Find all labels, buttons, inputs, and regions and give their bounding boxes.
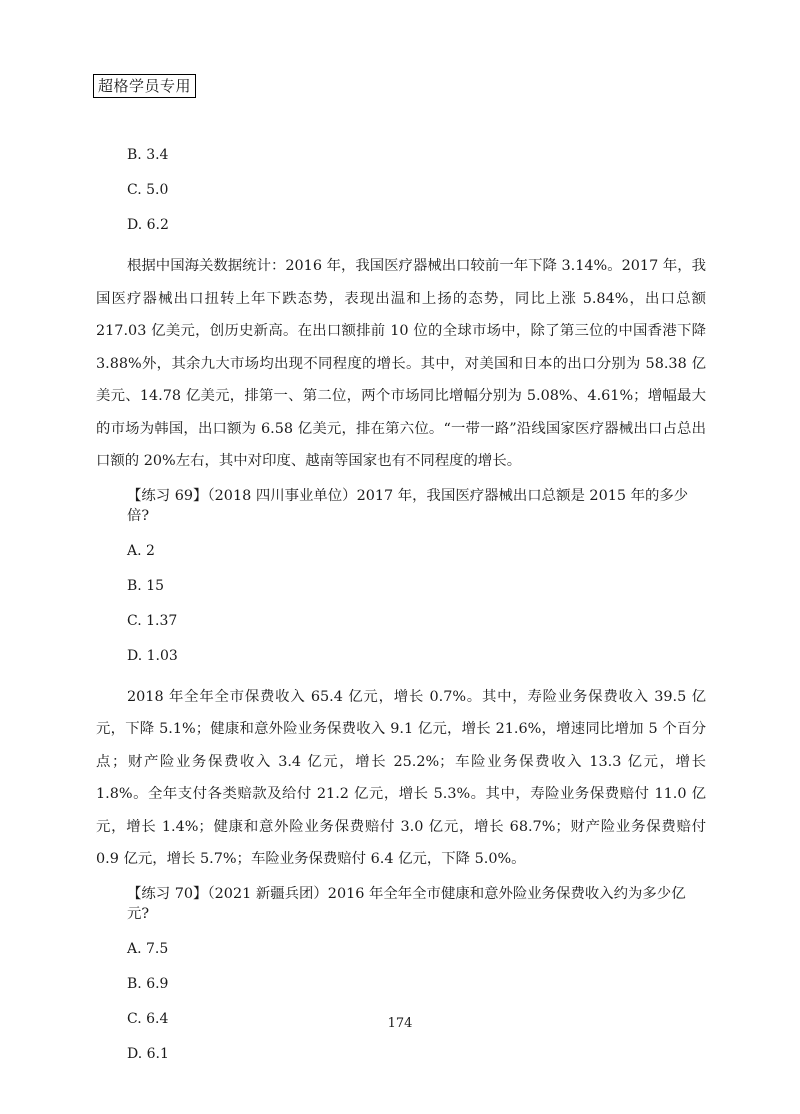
question-69-option-d: D. 1.03	[127, 647, 178, 664]
passage-medical-exports: 根据中国海关数据统计：2016 年，我国医疗器械出口较前一年下降 3.14%。2017 年，我国医疗器械出口扭转上年下跌态势，表现出温和上扬的态势，同比上涨 5.84%，出口总额 217.03 亿美元，创历史新高。在出口额排前 10 位的全球市场中，除了第三位的中国香港下降 3.88%外，其余九大市场均出现不同程度的增长。其中，对美国和日本的出口分别为 58.38 亿美元、14.78 亿美元，排第一、第二位，两个市场同比增幅分别为 5.08%、4.61%；增幅最大的市场为韩国，出口额为 6.58 亿美元，排在第六位。“一带一路”沿线国家医疗器械出口占总出口额的 20%左右，其中对印度、越南等国家也有不同程度的增长。	[96, 258, 706, 469]
question-70-option-c: C. 6.4	[127, 1010, 169, 1027]
page-number: 174	[387, 1016, 413, 1031]
question-69-option-b: B. 15	[127, 577, 165, 594]
question-70: 【练习 70】（2021 新疆兵团）2016 年全年全市健康和意外险业务保费收入约为多少亿元?	[127, 885, 686, 922]
option-c: C. 5.0	[127, 182, 169, 198]
page-content	[96, 145, 706, 1079]
question-70-option-d: D. 6.1	[127, 1045, 169, 1062]
option-b: B. 3.4	[127, 147, 169, 163]
question-69: 【练习 69】（2018 四川事业单位）2017 年，我国医疗器械出口总额是 2015 年的多少倍?	[127, 487, 689, 524]
option-d: D. 6.2	[127, 217, 169, 233]
question-69-option-a: A. 2	[127, 542, 155, 559]
passage-insurance: 2018 年全年全市保费收入 65.4 亿元，增长 0.7%。其中，寿险业务保费收入 39.5 亿元，下降 5.1%；健康和意外险业务保费收入 9.1 亿元，增长 21.6%，增速同比增加 5 个百分点；财产险业务保费收入 3.4 亿元，增长 25.2%；车险业务保费收入 13.3 亿元，增长 1.8%。全年支付各类赔款及给付 21.2 亿元，增长 5.3%。其中，寿险业务保费赔付 11.0 亿元，增长 1.4%；健康和意外险业务保费赔付 3.0 亿元，增长 68.7%；财产险业务保费赔付 0.9 亿元，增长 5.7%；车险业务保费赔付 6.4 亿元，下降 5.0%。	[96, 688, 706, 867]
question-69-option-c: C. 1.37	[127, 612, 178, 629]
watermark-label: 超格学员专用	[93, 74, 196, 98]
question-70-option-a: A. 7.5	[127, 940, 169, 957]
question-70-option-b: B. 6.9	[127, 975, 169, 992]
